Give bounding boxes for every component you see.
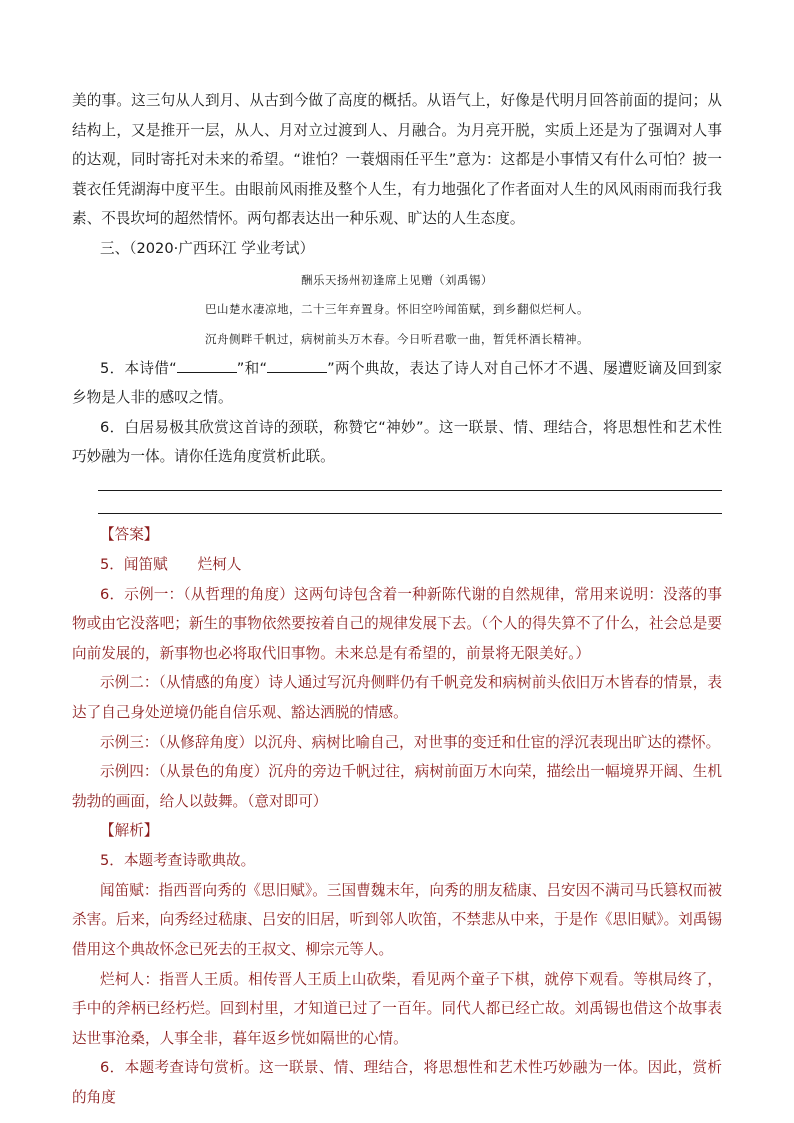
question-5 <box>72 354 722 413</box>
analysis-label: 【解析】 <box>100 822 159 840</box>
poem-title: 酬乐天扬州初逢席上见赠（刘禹锡） <box>301 272 493 287</box>
answer-blank[interactable] <box>177 356 237 373</box>
answer-example: 示例三：（从修辞角度）以沉舟、病树比喻自己，对世事的变迁和仕宦的浮沉表现出旷达的襟怀。 <box>100 733 721 751</box>
analysis-section <box>72 816 722 1112</box>
question-5-mid: ”和“ <box>236 359 268 377</box>
answer-label: 【答案】 <box>100 525 159 543</box>
answer-5-second: 烂柯人 <box>197 555 242 573</box>
section-heading: 三、（2020·广西环江 学业考试） <box>100 239 315 257</box>
document-body <box>72 86 722 1113</box>
analysis-paragraph: 5．本题考查诗歌典故。 <box>100 852 256 870</box>
answer-example: 6．示例一：（从哲理的角度）这两句诗包含着一种新陈代谢的自然规律，常用来说明：没落的事物或由它没落吧；新生的事物依然要按着自己的规律发展下去。（个人的得失算不了什么，社会总是要向前发展的，新事物也必将取代旧事物。未来总是有希望的，前景将无限美好。） <box>72 585 722 662</box>
poem-line: 巴山楚水凄凉地，二十三年弃置身。怀旧空吟闻笛赋，到乡翻似烂柯人。 <box>205 301 589 316</box>
intro-paragraph: 美的事。这三句从人到月、从古到今做了高度的概括。从语气上，好像是代明月回答前面的提问；从结构上，又是推开一层，从人、月对立过渡到人、月融合。为月亮开脱，实质上还是为了强调对人事的达观，同时寄托对未来的希望。“谁怕？一蓑烟雨任平生”意为：这都是小事情又有什么可怕？披一蓑衣任凭湖海中度平生。由眼前风雨推及整个人生，有力地强化了作者面对人生的风风雨雨而我行我素、不畏坎坷的超然情怀。两句都表达出一种乐观、旷达的人生态度。 <box>72 92 722 228</box>
question-5-prefix: 5．本诗借“ <box>100 359 177 377</box>
analysis-paragraph: 6．本题考查诗句赏析。这一联景、情、理结合，将思想性和艺术性巧妙融为一体。因此，赏析的角度 <box>72 1059 722 1107</box>
answer-section <box>72 520 722 816</box>
answer-example: 示例四：（从景色的角度）沉舟的旁边千帆过往，病树前面万木向荣，描绘出一幅境界开阔、生机勃勃的画面，给人以鼓舞。（意对即可） <box>72 763 722 810</box>
analysis-paragraph: 闻笛赋：指西晋向秀的《思旧赋》。三国曹魏末年，向秀的朋友嵇康、吕安因不满司马氏篡权而被杀害。后来，向秀经过嵇康、吕安的旧居，听到邻人吹笛，不禁悲从中来，于是作《思旧赋》。刘禹锡借用这个典故怀念已死去的王叔文、柳宗元等人。 <box>72 881 722 959</box>
answer-line[interactable] <box>98 513 722 514</box>
analysis-paragraph: 烂柯人：指晋人王质。相传晋人王质上山砍柴，看见两个童子下棋，就停下观看。等棋局终了，手中的斧柄已经朽烂。回到村里，才知道已过了一百年。同代人都已经亡故。刘禹锡也借这个故事表达世事沧桑，人事全非，暮年返乡恍如隔世的心情。 <box>72 970 722 1047</box>
answer-blank[interactable] <box>267 356 327 373</box>
answer-5 <box>72 550 722 580</box>
poem-line: 沉舟侧畔千帆过，病树前头万木春。今日听君歌一曲，暂凭杯酒长精神。 <box>205 331 589 346</box>
question-5-suffix: ”两个典故，表达了诗人对自己怀才不遇、屡遭贬谪及回到家乡物是人非的感叹之情。 <box>72 359 722 407</box>
answer-line[interactable] <box>98 490 722 491</box>
answer-example: 示例二：（从情感的角度）诗人通过写沉舟侧畔仍有千帆竞发和病树前头依旧万木皆春的情景，表达了自己身处逆境仍能自信乐观、豁达洒脱的情感。 <box>72 674 722 721</box>
answer-5-first: 5．闻笛赋 <box>100 555 168 573</box>
question-6: 6．白居易极其欣赏这首诗的颈联，称赞它“神妙”。这一联景、情、理结合，将思想性和艺术性巧妙融为一体。请你任选角度赏析此联。 <box>72 418 722 466</box>
